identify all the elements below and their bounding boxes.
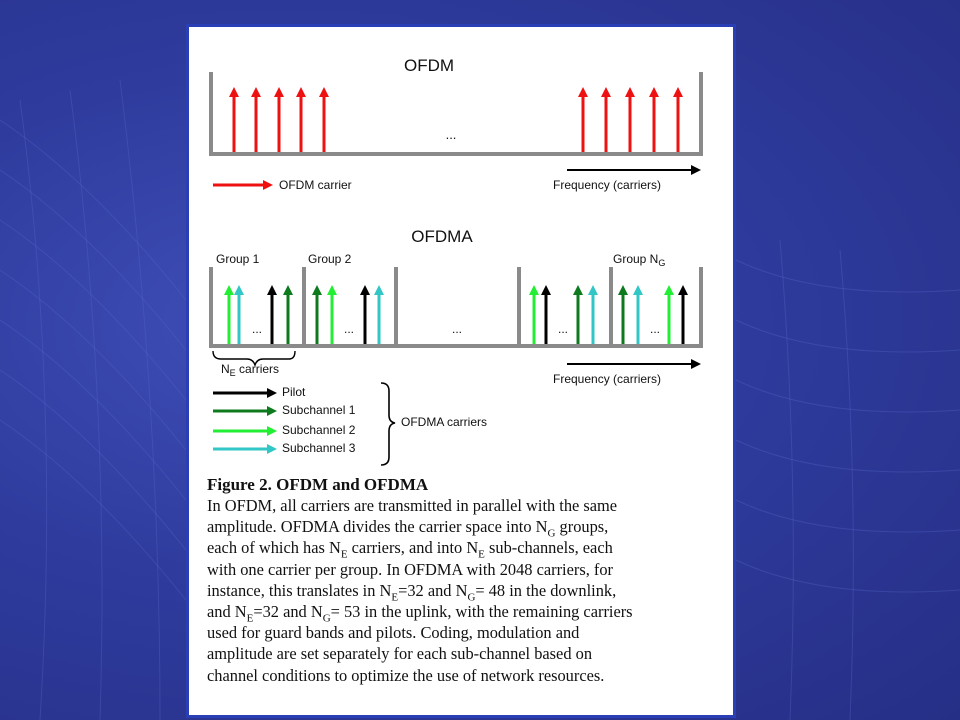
ofdm-carrier-arrow-4-head bbox=[296, 87, 306, 97]
figure-panel bbox=[186, 24, 736, 718]
ofdma-carrier-g4-2-head bbox=[633, 285, 643, 295]
caption-text: = 53 in the uplink, with the remaining carriers bbox=[330, 602, 633, 622]
caption-line bbox=[207, 580, 727, 604]
ofdma-legend-brace bbox=[381, 383, 395, 465]
subchannel-2-legend-arrow-head bbox=[267, 426, 277, 436]
ofdma-carrier-g2-2-head bbox=[327, 285, 337, 295]
ofdma-carrier-g1-3-head bbox=[267, 285, 277, 295]
caption-text: =32 and N bbox=[398, 580, 468, 600]
caption-subscript: E bbox=[478, 548, 485, 561]
caption-subscript: E bbox=[246, 612, 254, 625]
ofdm-carrier-legend-arrow-head bbox=[263, 180, 273, 190]
caption-body bbox=[207, 495, 727, 686]
ofdm-carrier-legend-label: OFDM carrier bbox=[279, 178, 352, 192]
caption-text: channel conditions to optimize the use of network resources. bbox=[207, 665, 605, 685]
pilot-legend-label: Pilot bbox=[282, 385, 306, 399]
caption-text: In OFDM, all carriers are transmitted in parallel with the same bbox=[207, 496, 618, 515]
caption-text: with one carrier per group. In OFDMA with 2048 carriers, for bbox=[207, 559, 614, 579]
ofdma-carrier-g1-2-head bbox=[234, 285, 244, 295]
ofdma-frequency-label: Frequency (carriers) bbox=[553, 372, 662, 386]
caption-subscript: E bbox=[340, 548, 348, 561]
ofdma-carrier-g1-1-head bbox=[224, 285, 234, 295]
group-2-label: Group 2 bbox=[308, 252, 352, 266]
subchannel-3-legend-arrow-head bbox=[267, 444, 277, 454]
ofdm-carrier-arrow-2-head bbox=[251, 87, 261, 97]
ofdma-frequency-arrow-head bbox=[691, 359, 701, 369]
caption-line bbox=[207, 601, 727, 625]
ofdma-ellipsis-group-ng: ... bbox=[649, 322, 661, 336]
caption-text: instance, this translates in N bbox=[207, 580, 392, 600]
ofdm-carrier-arrow-1-head bbox=[229, 87, 239, 97]
ofdma-carrier-g1-4-head bbox=[283, 285, 293, 295]
caption-text: and N bbox=[207, 602, 247, 622]
ofdma-carrier-g2-4-head bbox=[374, 285, 384, 295]
caption-text: used for guard bands and pilots. Coding, modulation and bbox=[207, 623, 580, 643]
caption-subscript: G bbox=[467, 591, 476, 604]
caption-text: = 48 in the downlink, bbox=[475, 580, 617, 600]
ofdm-carrier-arrow-8-head bbox=[625, 87, 635, 97]
ofdm-frequency-arrow-head bbox=[691, 165, 701, 175]
ofdma-carriers-label: OFDMA carriers bbox=[401, 415, 488, 429]
caption-line bbox=[207, 537, 727, 561]
ofdma-carrier-g3-1-head bbox=[529, 285, 539, 295]
ofdm-carrier-arrow-10-head bbox=[673, 87, 683, 97]
caption-text: =32 and N bbox=[253, 602, 323, 622]
ofdma-carrier-g3-3-head bbox=[573, 285, 583, 295]
ofdm-carrier-arrow-3-head bbox=[274, 87, 284, 97]
ofdma-carrier-g3-2-head bbox=[541, 285, 551, 295]
ofdma-carrier-g2-3-head bbox=[360, 285, 370, 295]
subchannel-1-legend-arrow-head bbox=[267, 406, 277, 416]
ofdma-carrier-g3-4-head bbox=[588, 285, 598, 295]
subchannel-2-legend-label: Subchannel 2 bbox=[282, 423, 356, 437]
ofdm-carrier-arrow-5-head bbox=[319, 87, 329, 97]
ofdma-carrier-g4-3-head bbox=[664, 285, 674, 295]
caption-text: sub-channels, each bbox=[484, 538, 613, 558]
ofdm-carrier-arrow-9-head bbox=[649, 87, 659, 97]
group-1-label: Group 1 bbox=[216, 252, 260, 266]
subchannel-3-legend-label: Subchannel 3 bbox=[282, 441, 356, 455]
caption-text: carriers, and into N bbox=[347, 538, 479, 558]
ofdm-ofdma-diagram bbox=[189, 27, 733, 475]
caption-line bbox=[207, 622, 727, 643]
ofdma-carrier-g4-4-head bbox=[678, 285, 688, 295]
ofdma-ellipsis-group-3: ... bbox=[557, 322, 569, 336]
ofdma-title: OFDMA bbox=[411, 227, 473, 246]
caption-text: amplitude are set separately for each sub-channel based on bbox=[207, 644, 593, 664]
pilot-legend-arrow-head bbox=[267, 388, 277, 398]
ofdma-ellipsis-group-2: ... bbox=[343, 322, 355, 336]
subchannel-1-legend-label: Subchannel 1 bbox=[282, 403, 356, 417]
caption-line bbox=[207, 665, 727, 686]
caption-subscript: G bbox=[547, 527, 556, 540]
figure-caption bbox=[207, 475, 727, 686]
ofdm-frequency-label: Frequency (carriers) bbox=[553, 178, 662, 192]
caption-line bbox=[207, 559, 727, 580]
ofdm-carrier-arrow-7-head bbox=[601, 87, 611, 97]
ofdma-carrier-g2-1-head bbox=[312, 285, 322, 295]
ofdma-ellipsis-middle: ... bbox=[451, 322, 463, 336]
ofdm-title: OFDM bbox=[403, 56, 455, 75]
caption-line bbox=[207, 643, 727, 664]
ofdma-ellipsis-group-1: ... bbox=[251, 322, 263, 336]
caption-subscript: G bbox=[322, 612, 331, 625]
ofdm-ellipsis: ... bbox=[445, 127, 457, 142]
caption-text: each of which has N bbox=[207, 538, 341, 558]
caption-title: Figure 2. OFDM and OFDMA bbox=[207, 475, 429, 494]
caption-subscript: E bbox=[391, 591, 399, 604]
caption-text: amplitude. OFDMA divides the carrier space into N bbox=[207, 517, 548, 537]
ofdma-carrier-g4-1-head bbox=[618, 285, 628, 295]
caption-text: groups, bbox=[555, 517, 609, 537]
caption-line bbox=[207, 516, 727, 540]
group-ng-label: Group $N_G$ bbox=[613, 252, 666, 268]
ne-carriers-label: $N_E$ carriers bbox=[221, 362, 280, 378]
ofdm-carrier-arrow-6-head bbox=[578, 87, 588, 97]
caption-line bbox=[207, 495, 727, 516]
